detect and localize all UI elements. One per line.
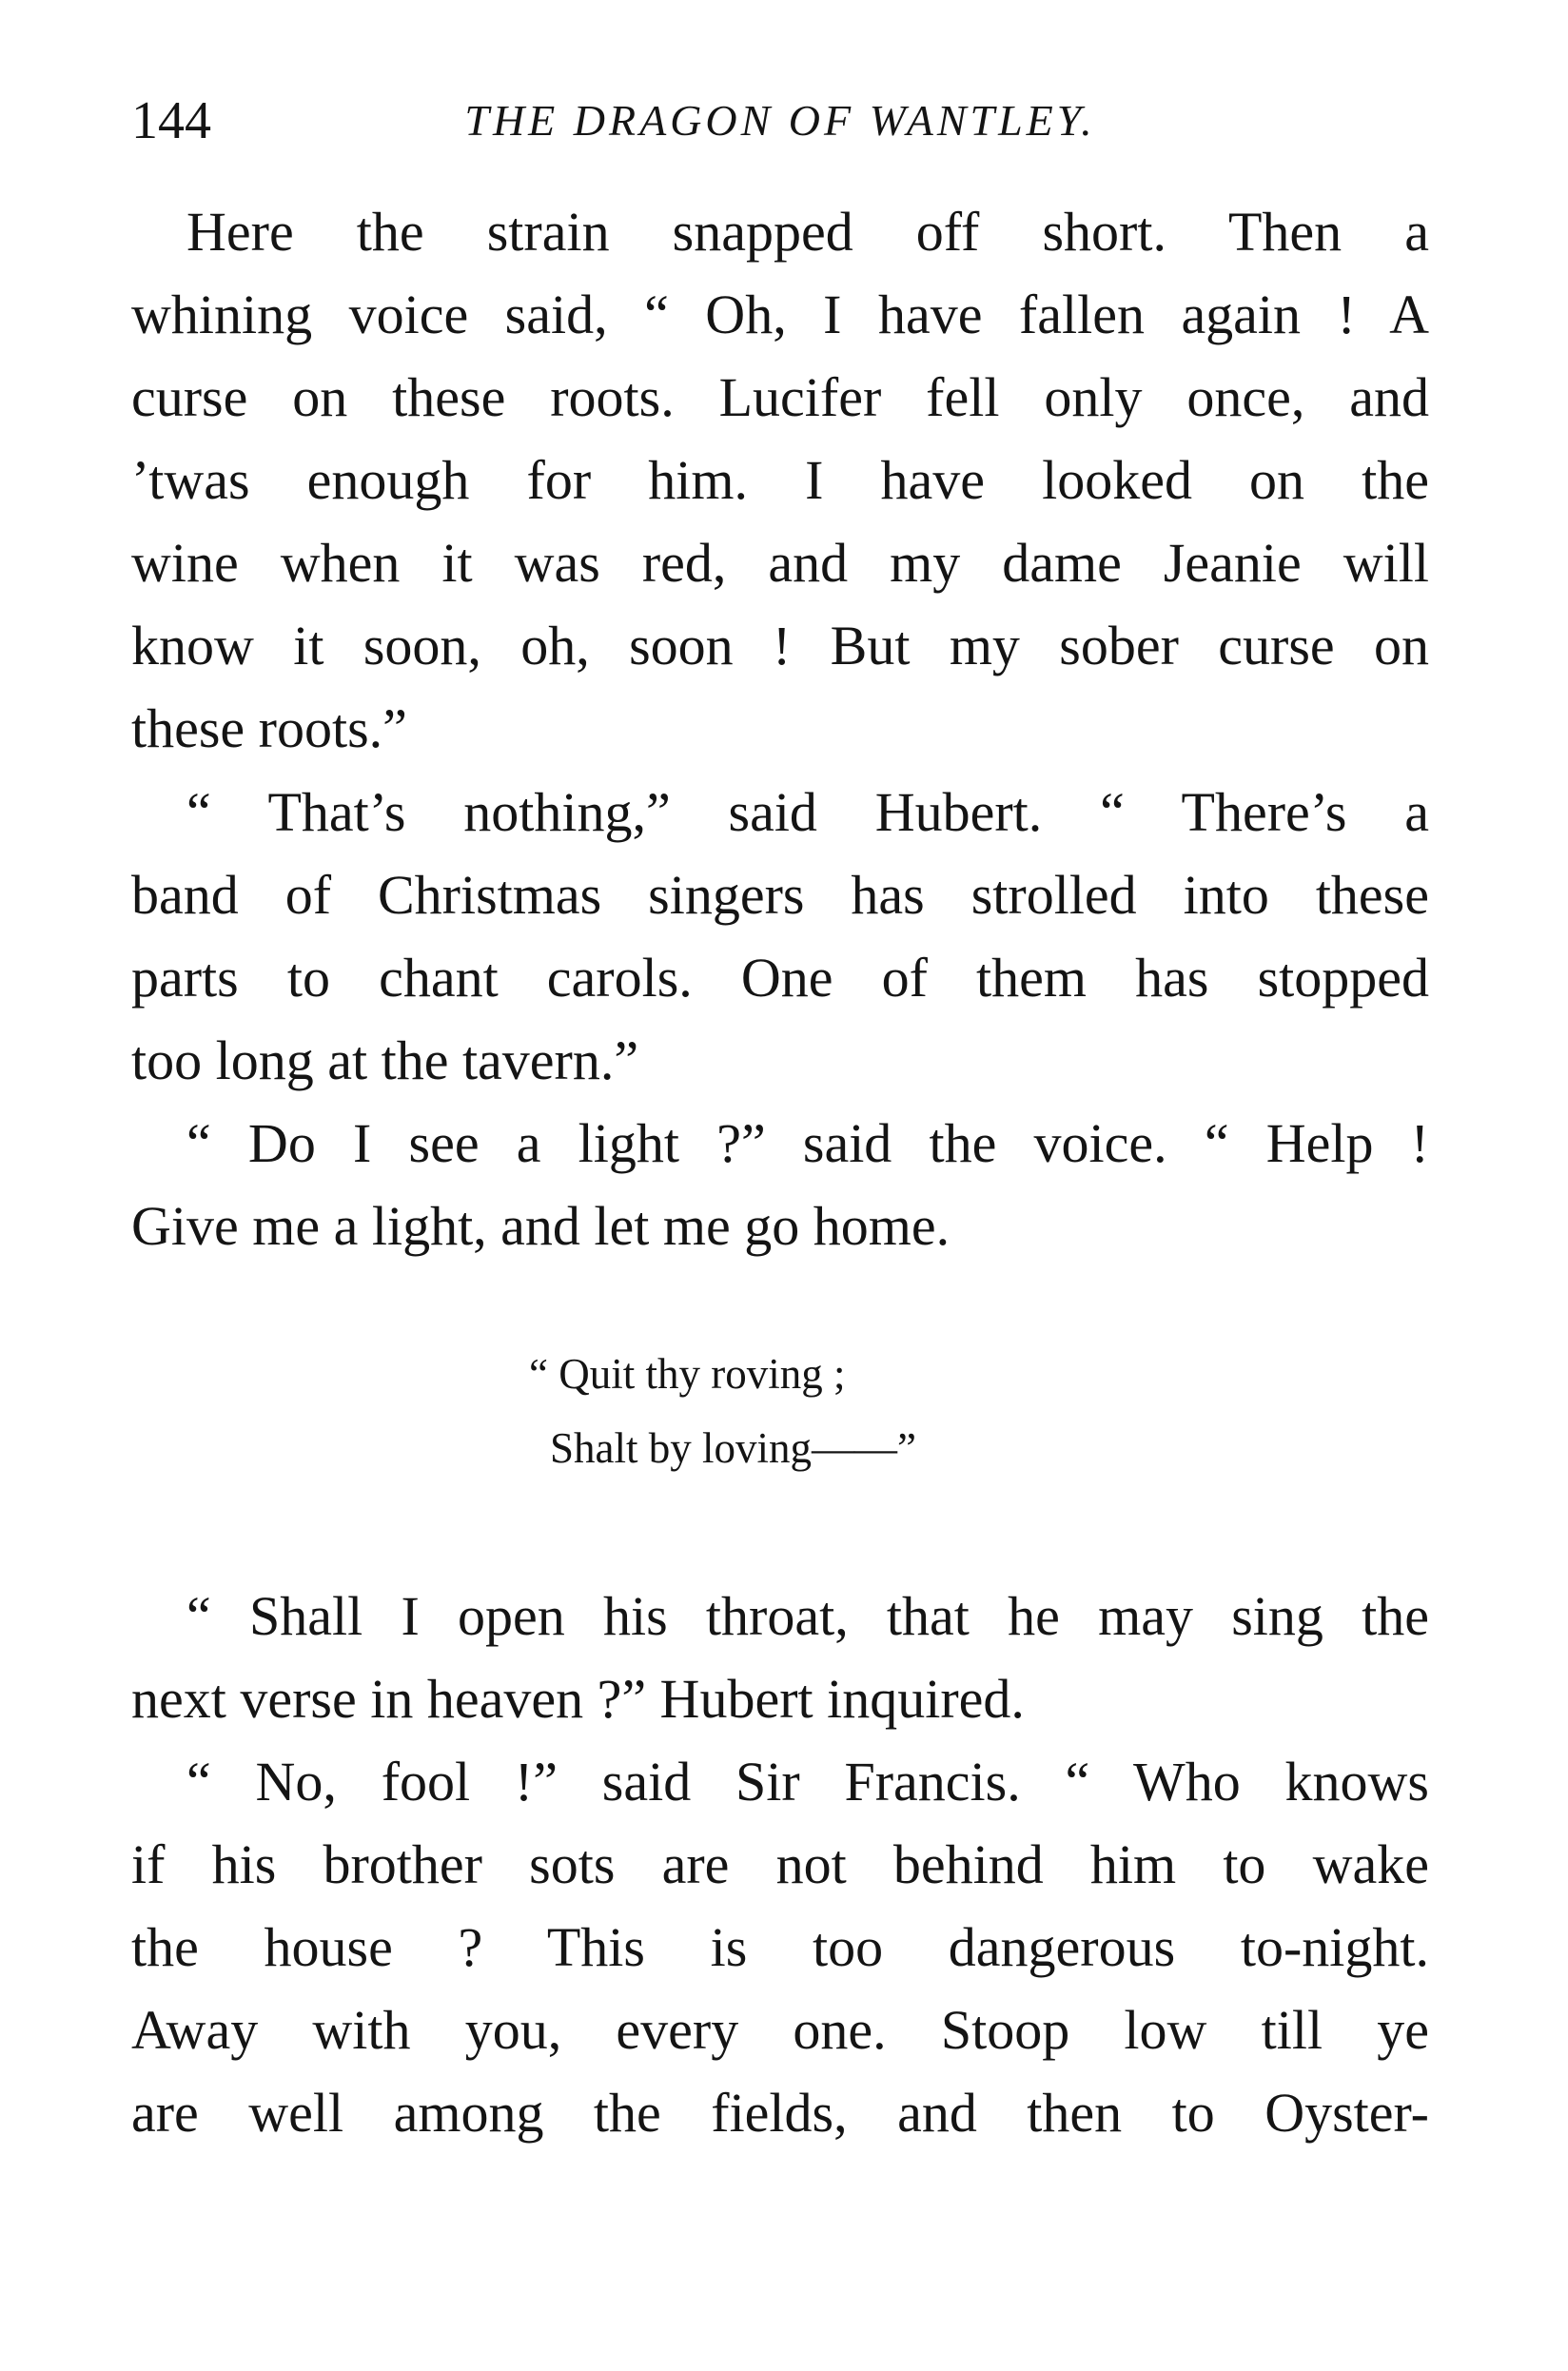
text-line: are well among the fields, and then to Oyster- (131, 2082, 1429, 2144)
text-line: ’twas enough for him. I have looked on the (131, 449, 1429, 511)
verse-line: “ Quit thy roving ; (529, 1350, 846, 1398)
text-line: Away with you, every one. Stoop low till ye (131, 1999, 1429, 2061)
text-line: parts to chant carols. One of them has stopped (131, 947, 1429, 1009)
text-line: know it soon, oh, soon ! But my sober curse on (131, 615, 1429, 676)
text-line: Here the strain snapped off short. Then a (186, 201, 1429, 263)
running-head (131, 88, 1429, 154)
text-line: “ That’s nothing,” said Hubert. “ There’s a (186, 781, 1429, 843)
text-line: “ Do I see a light ?” said the voice. “ Help ! (186, 1112, 1429, 1174)
text-line: the house ? This is too dangerous to-night. (131, 1916, 1429, 1978)
paragraph-2 (131, 771, 1429, 1102)
paragraph-4 (131, 1575, 1429, 1740)
running-title: THE DRAGON OF WANTLEY. (464, 96, 1096, 145)
text-line: these roots.” (131, 697, 407, 759)
text-line: band of Christmas singers has strolled into these (131, 864, 1429, 926)
text-line: if his brother sots are not behind him to wake (131, 1833, 1429, 1895)
verse-quotation (529, 1337, 1100, 1485)
text-line: “ No, fool !” said Sir Francis. “ Who knows (186, 1751, 1429, 1813)
text-line: Give me a light, and let me go home. (131, 1195, 951, 1257)
text-line: next verse in heaven ?” Hubert inquired. (131, 1668, 1025, 1730)
paragraph-3 (131, 1102, 1429, 1267)
verse-line: Shalt by loving——” (550, 1424, 916, 1472)
text-line: curse on these roots. Lucifer fell only once, and (131, 366, 1429, 428)
paragraph-5 (131, 1740, 1429, 2154)
text-line: whining voice said, “ Oh, I have fallen again ! A (131, 284, 1429, 345)
text-line: “ Shall I open his throat, that he may sing the (186, 1585, 1429, 1647)
text-line: wine when it was red, and my dame Jeanie will (131, 532, 1429, 594)
page-number: 144 (131, 91, 211, 150)
paragraph-1 (131, 190, 1429, 770)
text-line: too long at the tavern.” (131, 1029, 639, 1091)
